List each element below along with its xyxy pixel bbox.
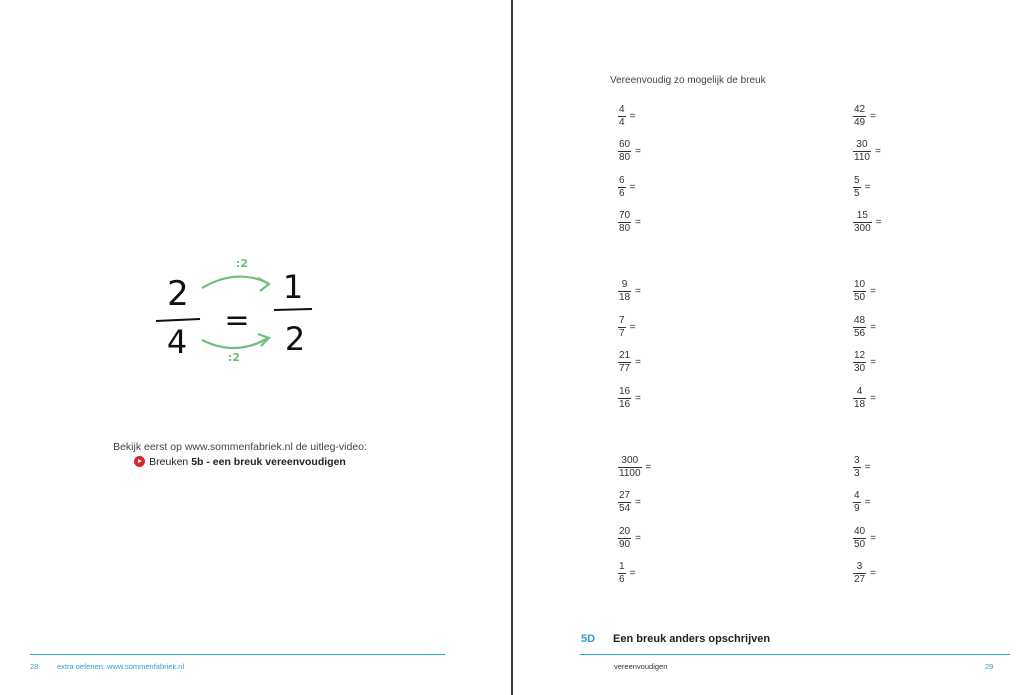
equals-sign: = [629, 322, 636, 333]
left-page [0, 0, 511, 695]
play-icon[interactable] [134, 456, 145, 467]
denominator: 80 [619, 152, 631, 163]
answer-blank[interactable] [635, 322, 695, 334]
fraction-exercise [853, 351, 936, 374]
top-arrowhead-icon [258, 278, 269, 291]
answer-blank[interactable] [870, 497, 930, 509]
equals-sign: = [629, 111, 636, 122]
fraction [618, 280, 631, 303]
footer-page-number: 29 [985, 662, 994, 671]
equals-sign: = [870, 393, 876, 404]
right-denominator: 2 [284, 320, 306, 358]
denominator: 5 [854, 188, 860, 199]
denominator: 49 [854, 117, 866, 128]
video-intro-text: Bekijk eerst op www.sommenfabriek.nl de uitleg-video: [113, 441, 367, 453]
fraction-exercise [618, 527, 701, 550]
fraction [618, 387, 631, 410]
video-link-prefix[interactable]: Breuken [149, 456, 189, 468]
answer-blank[interactable] [641, 357, 701, 369]
denominator: 300 [854, 223, 871, 234]
numerator: 21 [619, 350, 631, 361]
equals-sign: = [635, 393, 641, 404]
numerator: 5 [854, 175, 860, 186]
fraction [853, 105, 866, 128]
denominator: 6 [619, 574, 625, 585]
denominator: 1100 [619, 468, 641, 479]
answer-blank[interactable] [641, 393, 701, 405]
equals-sign: = [864, 497, 871, 508]
fraction-exercise [853, 456, 930, 479]
denominator: 80 [619, 223, 631, 234]
answer-blank[interactable] [635, 568, 695, 580]
fraction-exercise [853, 527, 936, 550]
answer-blank[interactable] [635, 111, 695, 123]
denominator: 18 [619, 292, 631, 303]
fraction [618, 491, 631, 514]
numerator: 1 [619, 561, 625, 572]
denominator: 50 [854, 539, 866, 550]
equals-sign: = [645, 462, 652, 473]
equals-sign: = [635, 146, 641, 157]
equals-sign: = [635, 357, 641, 368]
denominator: 7 [619, 328, 625, 339]
denominator: 6 [619, 188, 625, 199]
footer-chapter-text: vereenvoudigen [614, 662, 668, 671]
top-arrow-label: :2 [235, 257, 249, 270]
video-link[interactable] [0, 456, 480, 468]
equals-sign: = [870, 533, 876, 544]
answer-blank[interactable] [641, 497, 701, 509]
denominator: 30 [854, 363, 866, 374]
fraction-exercise [618, 140, 701, 163]
denominator: 90 [619, 539, 631, 550]
denominator: 50 [854, 292, 866, 303]
fraction [618, 176, 626, 199]
left-denominator: 4 [166, 323, 188, 361]
equals-sign: = [875, 217, 882, 228]
fraction [853, 562, 866, 585]
equals-sign: = [224, 303, 250, 338]
equals-sign: = [635, 533, 641, 544]
fraction [853, 491, 861, 514]
equals-sign: = [629, 568, 636, 579]
equals-sign: = [635, 286, 641, 297]
right-page [513, 0, 1024, 695]
answer-blank[interactable] [876, 357, 936, 369]
denominator: 16 [619, 399, 631, 410]
equals-sign: = [629, 182, 636, 193]
video-link-title[interactable]: 5b - een breuk vereenvoudigen [191, 456, 346, 468]
denominator: 77 [619, 363, 631, 374]
fraction [853, 280, 866, 303]
numerator: 12 [854, 350, 866, 361]
answer-blank[interactable] [876, 286, 936, 298]
footer-page-number: 28 [30, 662, 39, 671]
fraction-exercise [853, 316, 936, 339]
section-number: 5D [581, 633, 596, 645]
denominator: 54 [619, 503, 631, 514]
numerator: 10 [854, 279, 866, 290]
exercise-instruction: Vereenvoudig zo mogelijk de breuk [610, 75, 766, 86]
footer-rule [580, 654, 1010, 655]
denominator: 18 [854, 399, 866, 410]
equals-sign: = [870, 111, 876, 122]
denominator: 9 [854, 503, 860, 514]
fraction-exercise [618, 387, 701, 410]
answer-blank[interactable] [870, 462, 930, 474]
equals-sign: = [870, 568, 876, 579]
section-title: Een breuk anders opschrijven [613, 633, 771, 645]
denominator: 4 [619, 117, 625, 128]
footer-site-link[interactable]: extra oefenen: www.sommenfabriek.nl [57, 662, 185, 671]
numerator: 4 [856, 386, 863, 397]
fraction [853, 176, 861, 199]
fraction [618, 140, 631, 163]
fraction [618, 351, 631, 374]
answer-blank[interactable] [635, 182, 695, 194]
numerator: 16 [619, 386, 631, 397]
equals-sign: = [870, 322, 876, 333]
fraction [853, 316, 866, 339]
fraction-exercise [618, 280, 701, 303]
answer-blank[interactable] [870, 182, 930, 194]
numerator: 15 [856, 210, 868, 221]
numerator: 30 [856, 139, 868, 150]
fraction-exercise [618, 316, 695, 339]
numerator: 42 [854, 104, 866, 115]
denominator: 110 [854, 152, 870, 163]
fraction [618, 456, 642, 479]
answer-blank[interactable] [876, 393, 936, 405]
answer-blank[interactable] [651, 462, 711, 474]
equals-sign: = [635, 497, 641, 508]
numerator: 300 [621, 455, 639, 466]
left-numerator: 2 [167, 274, 189, 314]
footer-rule [30, 654, 445, 655]
fraction-exercise [618, 351, 701, 374]
fraction-exercise [853, 140, 941, 163]
answer-blank[interactable] [876, 533, 936, 545]
numerator: 3 [856, 561, 863, 572]
equals-sign: = [870, 286, 876, 297]
fraction [853, 140, 871, 163]
numerator: 27 [619, 490, 631, 501]
left-fraction-bar [156, 319, 200, 321]
fraction-exercise [853, 562, 936, 585]
fraction [853, 456, 861, 479]
fraction-exercise [853, 280, 936, 303]
fraction [853, 387, 866, 410]
fraction [853, 211, 872, 234]
bottom-arrow-icon [202, 338, 268, 348]
fraction-exercise [853, 105, 936, 128]
fraction [618, 316, 626, 339]
equals-sign: = [864, 462, 871, 473]
numerator: 4 [854, 490, 860, 501]
right-fraction-bar [274, 309, 312, 310]
fraction [618, 105, 626, 128]
fraction [618, 527, 631, 550]
equals-sign: = [874, 146, 881, 157]
answer-blank[interactable] [876, 322, 936, 334]
numerator: 20 [619, 526, 631, 537]
numerator: 7 [619, 315, 625, 326]
fraction [618, 211, 631, 234]
answer-blank[interactable] [876, 568, 936, 580]
fraction [853, 527, 866, 550]
fraction-exercise [618, 211, 701, 234]
fraction-exercise [618, 456, 711, 479]
answer-blank[interactable] [641, 217, 701, 229]
denominator: 56 [854, 328, 866, 339]
fraction-exercise [618, 491, 701, 514]
bottom-arrow-label: :2 [227, 351, 241, 364]
answer-blank[interactable] [641, 146, 701, 158]
numerator: 48 [854, 315, 866, 326]
fraction-exercise [853, 211, 942, 234]
fraction [853, 351, 866, 374]
right-numerator: 1 [282, 268, 304, 306]
numerator: 4 [619, 104, 625, 115]
denominator: 27 [854, 574, 866, 585]
fraction-exercise [853, 387, 936, 410]
equals-sign: = [870, 357, 876, 368]
numerator: 3 [854, 455, 860, 466]
answer-blank[interactable] [641, 533, 701, 545]
fraction-exercise [853, 491, 930, 514]
fraction-exercise [618, 105, 695, 128]
answer-blank[interactable] [881, 146, 941, 158]
fraction-illustration [150, 250, 320, 370]
numerator: 40 [854, 526, 866, 537]
answer-blank[interactable] [876, 111, 936, 123]
numerator: 9 [621, 279, 628, 290]
denominator: 3 [854, 468, 860, 479]
fraction [618, 562, 626, 585]
answer-blank[interactable] [641, 286, 701, 298]
numerator: 70 [619, 210, 631, 221]
equals-sign: = [635, 217, 641, 228]
fraction-exercise [618, 176, 695, 199]
fraction-exercise [618, 562, 695, 585]
fraction-exercise [853, 176, 930, 199]
equals-sign: = [864, 182, 871, 193]
numerator: 6 [619, 175, 625, 186]
numerator: 60 [619, 139, 631, 150]
answer-blank[interactable] [882, 217, 942, 229]
